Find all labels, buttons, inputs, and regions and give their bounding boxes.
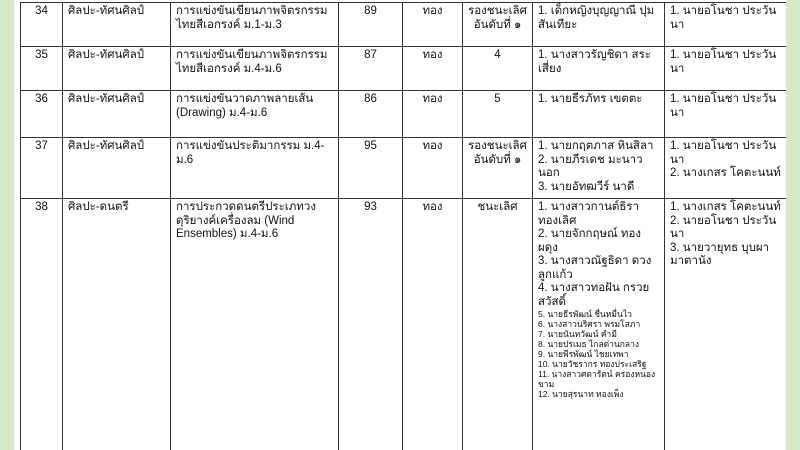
- teacher-name: 1. นายอโนชา ประวันนา: [670, 49, 777, 75]
- rank-cell: รองชนะเลิศอันดับที่ ๑: [463, 138, 533, 199]
- event-cell: การแข่งขันวาดภาพลายเส้น (Drawing) ม.4-ม.6: [171, 91, 339, 138]
- student-name: 2. นายภีรเดช มะนาวนอก: [538, 153, 643, 179]
- teacher-name: 1. นางเกสร โคตะนนท์: [670, 201, 781, 213]
- student-name: 12. นายสุรนาท ทองเพ็ง: [538, 389, 624, 399]
- table-row: [21, 91, 787, 138]
- student-name: 1. นายกฤตภาส หินสิลา: [538, 140, 654, 152]
- student-name: 10. นายวัชรากร ทองประเสริฐ: [538, 359, 647, 369]
- category-cell: ศิลปะ-ทัศนศิลป์: [63, 47, 171, 91]
- table-row: [21, 199, 787, 450]
- event-cell: การแข่งขันเขียนภาพจิตรกรรมไทยสีเอกรงค์ ม.1-ม.3: [171, 3, 339, 47]
- teacher-name: 1. นายอโนชา ประวันนา: [670, 5, 777, 31]
- student-name: 3. นายอัทฒวีร์ นาดี: [538, 180, 635, 193]
- student-name: 2. นายจักกฤษณ์ ทองผดุง: [538, 228, 642, 254]
- students-cell: [533, 47, 665, 91]
- students-cell: [533, 3, 665, 47]
- student-name: 1. เด็กหญิงบุญญาณี ปุมสันเทียะ: [538, 5, 655, 31]
- table-row: [21, 3, 787, 47]
- category-cell: ศิลปะ-ดนตรี: [63, 199, 171, 450]
- table-row: [21, 138, 787, 199]
- student-name: 11. นางสาวศตารัตน์ ครองหนองขาม: [538, 369, 656, 389]
- student-name: 7. นายนันทวัฒน์ คำมี: [538, 329, 617, 339]
- score-cell: 95: [339, 138, 403, 199]
- rank-cell: รองชนะเลิศอันดับที่ ๑: [463, 3, 533, 47]
- teacher-name: 2. นางเกสร โคตะนนท์: [670, 167, 781, 179]
- score-cell: 86: [339, 91, 403, 138]
- row-number: 34: [21, 3, 63, 47]
- student-name: 1. นางสาวรัญชิดา สระเสี่ยง: [538, 49, 651, 75]
- teacher-name: 1. นายอโนชา ประวันนา: [670, 93, 777, 119]
- document-page: [14, 0, 786, 450]
- students-cell: [533, 199, 665, 450]
- student-name: 5. นายธีรพัฒน์ ชื่นหมื่นไว: [538, 309, 632, 319]
- teachers-cell: [665, 91, 787, 138]
- score-cell: 93: [339, 199, 403, 450]
- teacher-name: 1. นายอโนชา ประวันนา: [670, 140, 777, 166]
- student-name: 6. นางสาวนริศรา พรมโสภา: [538, 319, 641, 329]
- student-name: 8. นายปรเมธ ไกลด่านกลาง: [538, 339, 640, 349]
- student-names-small: [538, 309, 659, 399]
- student-name: 9. นายพีรพัฒน์ ไชยเทพา: [538, 349, 629, 359]
- category-cell: ศิลปะ-ทัศนศิลป์: [63, 91, 171, 138]
- teachers-cell: [665, 3, 787, 47]
- rank-cell: 4: [463, 47, 533, 91]
- teachers-cell: [665, 199, 787, 450]
- student-name: 3. นางสาวณัฐธิดา ดวงลูกแก้ว: [538, 255, 652, 281]
- medal-cell: ทอง: [403, 91, 463, 138]
- event-cell: การแข่งขันเขียนภาพจิตรกรรมไทยสีเอกรงค์ ม.4-ม.6: [171, 47, 339, 91]
- row-number: 37: [21, 138, 63, 199]
- student-name: 1. นางสาวกานต์ธิรา ทองเลิศ: [538, 201, 640, 227]
- student-name: 4. นางสาวทอฝัน กรวยสวัสดิ์: [538, 282, 650, 308]
- category-cell: ศิลปะ-ทัศนศิลป์: [63, 138, 171, 199]
- students-cell: [533, 138, 665, 199]
- medal-cell: ทอง: [403, 47, 463, 91]
- medal-cell: ทอง: [403, 199, 463, 450]
- medal-cell: ทอง: [403, 138, 463, 199]
- student-name: 1. นายธีรภัทร เขตตะ: [538, 93, 643, 105]
- table-row: [21, 47, 787, 91]
- teacher-name: 2. นายอโนชา ประวันนา: [670, 214, 777, 240]
- teacher-name: 3. นายวายุทธ บุบผามาตานัง: [670, 241, 770, 267]
- rank-cell: 5: [463, 91, 533, 138]
- rank-cell: ชนะเลิศ: [463, 199, 533, 450]
- teachers-cell: [665, 138, 787, 199]
- students-cell: [533, 91, 665, 138]
- score-cell: 89: [339, 3, 403, 47]
- event-cell: การแข่งขันประติมากรรม ม.4-ม.6: [171, 138, 339, 199]
- score-cell: 87: [339, 47, 403, 91]
- medal-cell: ทอง: [403, 3, 463, 47]
- row-number: 35: [21, 47, 63, 91]
- results-table: [20, 2, 786, 450]
- row-number: 36: [21, 91, 63, 138]
- teachers-cell: [665, 47, 787, 91]
- event-cell: การประกวดดนตรีประเภทวงดุริยางค์เครื่องลม (Wind Ensembles) ม.4-ม.6: [171, 199, 339, 450]
- table-body: [21, 3, 787, 450]
- row-number: 38: [21, 199, 63, 450]
- category-cell: ศิลปะ-ทัศนศิลป์: [63, 3, 171, 47]
